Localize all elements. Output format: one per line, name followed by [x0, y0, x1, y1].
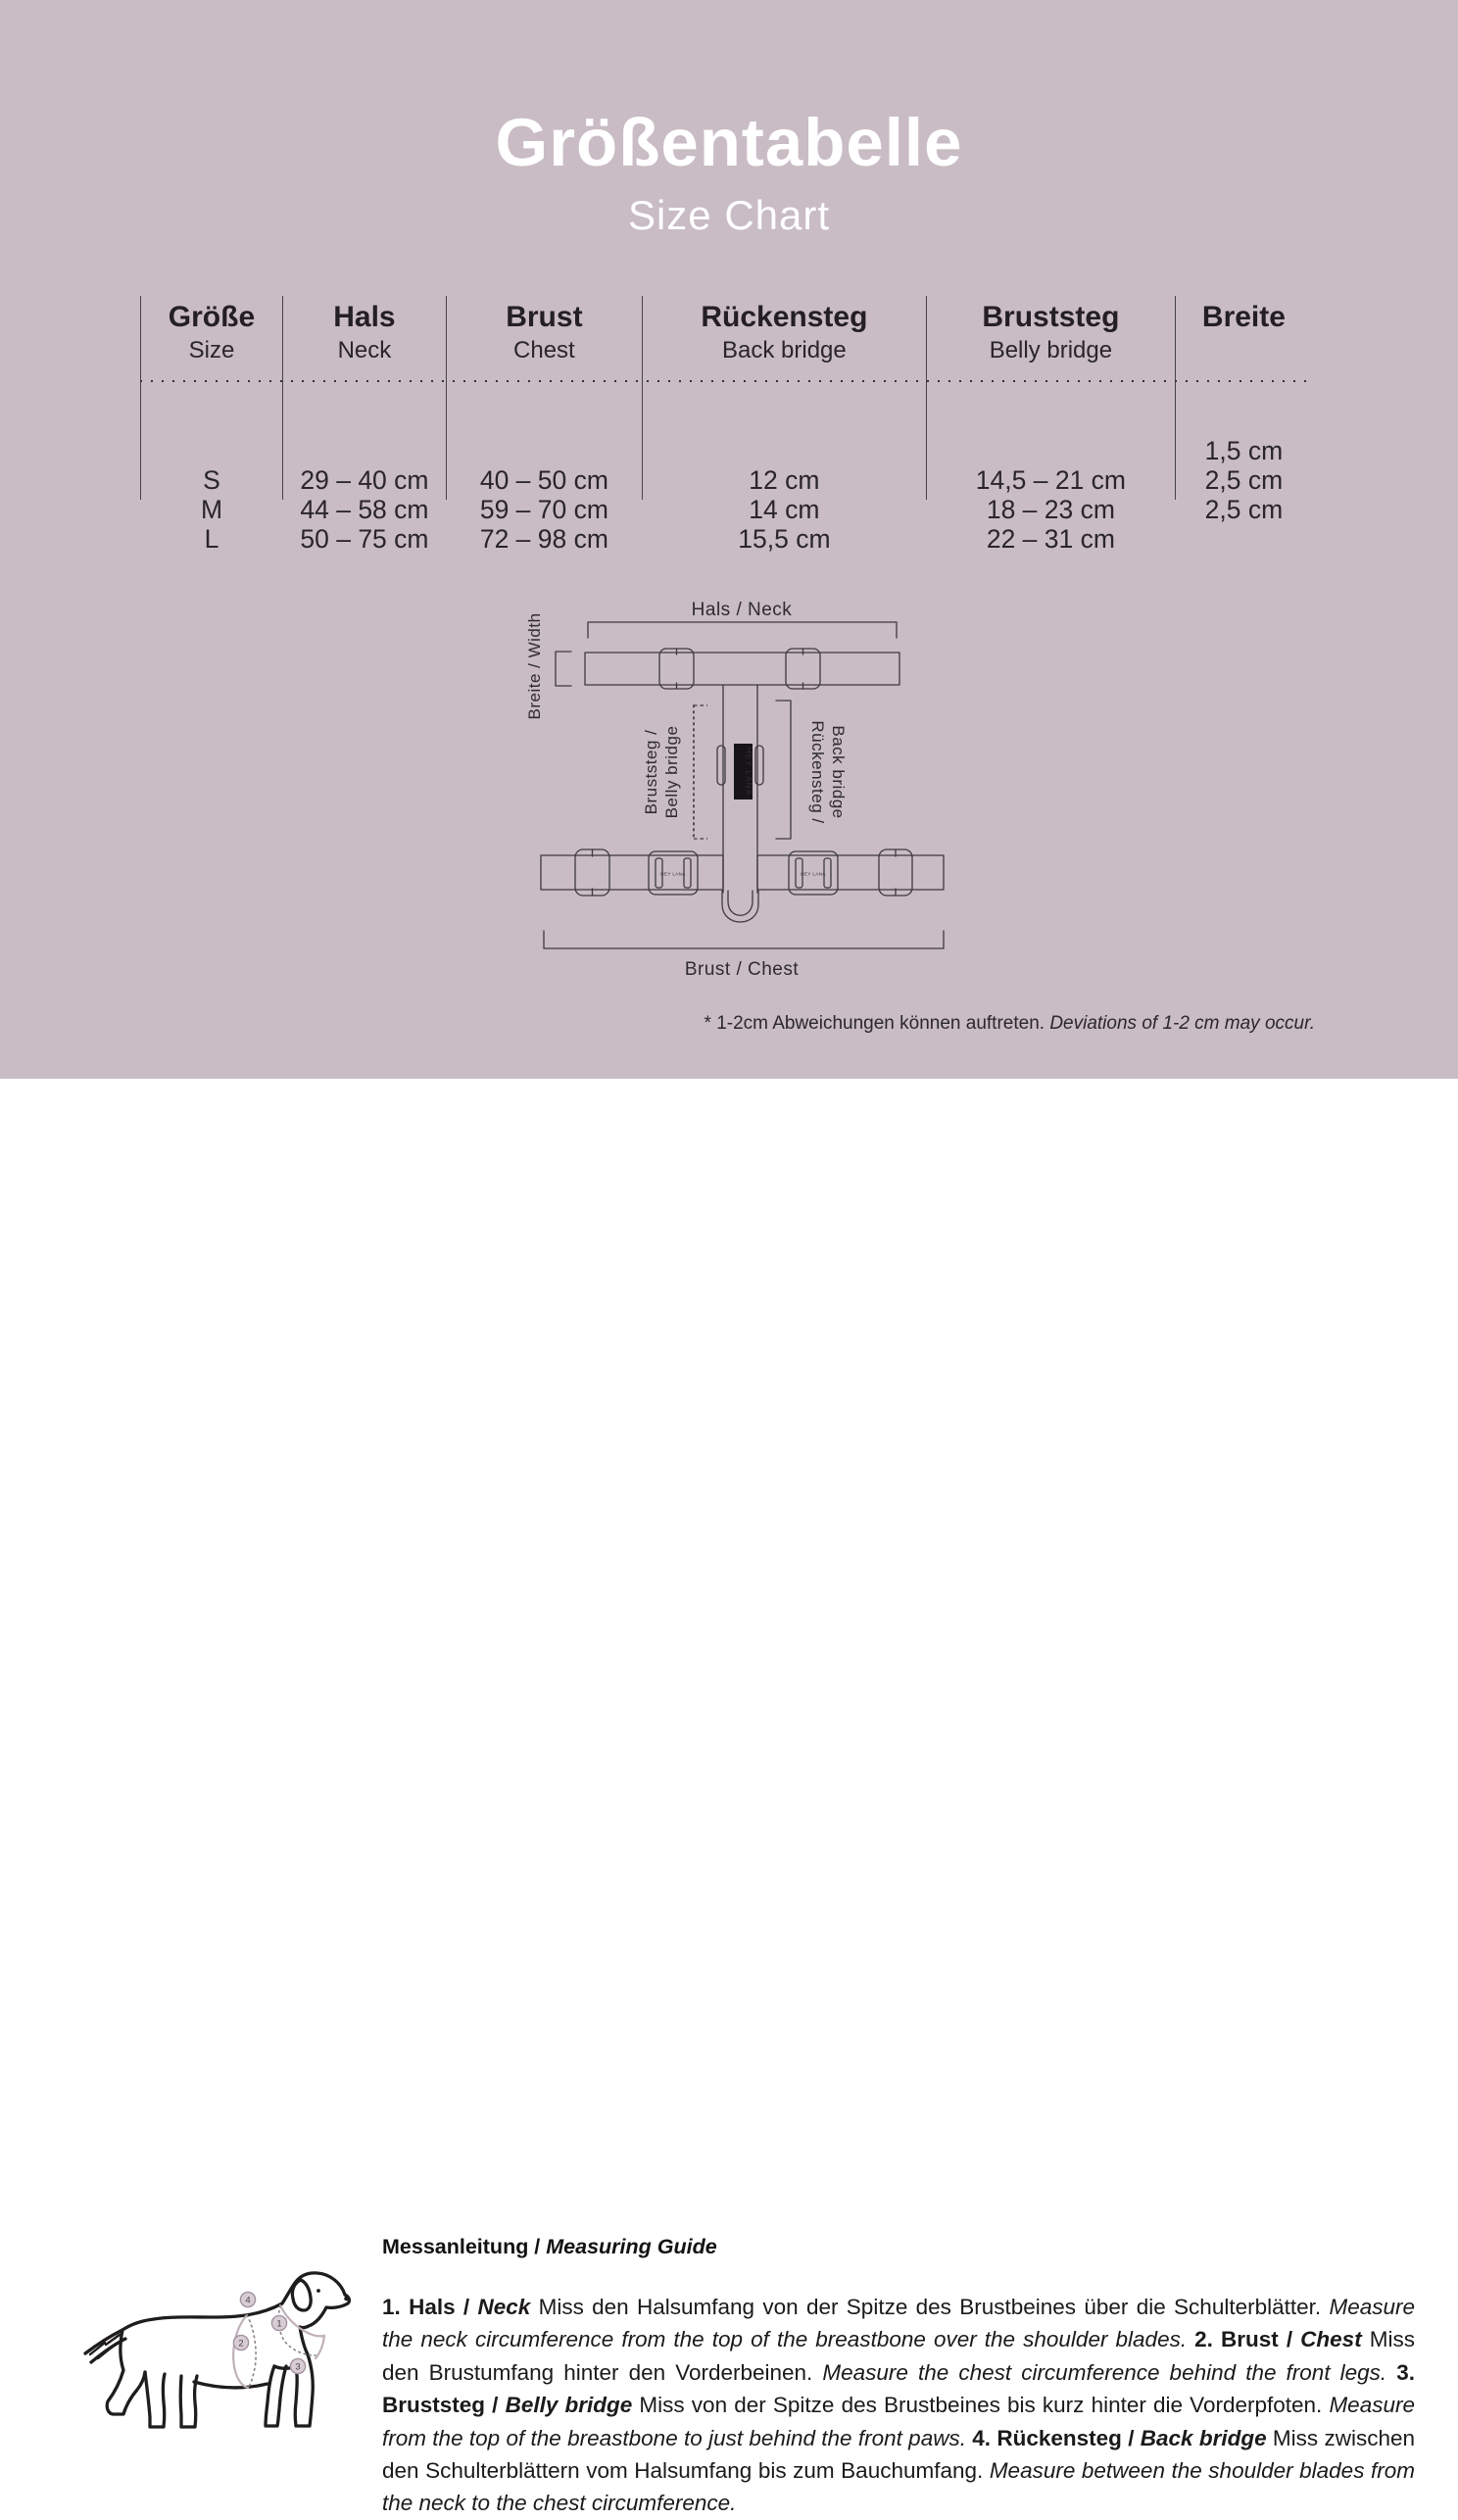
column-header-en: Neck	[337, 337, 392, 363]
dog-measuring-illustration	[78, 2264, 364, 2441]
table-column-brust	[446, 296, 642, 554]
column-header-de: Hals	[333, 301, 396, 333]
size-table	[140, 296, 1312, 554]
table-cell: 2,5 cm	[1204, 495, 1284, 524]
measuring-guide-heading	[382, 2235, 717, 2259]
strap-slider-right	[755, 746, 763, 785]
badge-4-label: 4	[245, 2295, 251, 2306]
footnote-de: * 1-2cm Abweichungen können auftreten.	[704, 1013, 1050, 1034]
column-header-de: Brust	[506, 301, 583, 333]
table-cell: 1,5 cm	[1204, 436, 1284, 465]
column-header-en: Back bridge	[722, 337, 847, 363]
dog-belly	[194, 2382, 267, 2388]
diagram-label-belly-2: Belly bridge	[662, 725, 681, 819]
footnote-en: Deviations of 1-2 cm may occur.	[1049, 1013, 1315, 1034]
dotted-separator	[140, 380, 1312, 382]
dog-eye	[316, 2289, 320, 2293]
dog-front-leg-2	[266, 2366, 286, 2426]
neck-measure-bracket	[588, 622, 897, 638]
table-column-groesse	[140, 296, 282, 554]
badge-1-label: 1	[276, 2318, 282, 2330]
table-cell: 40 – 50 cm	[479, 465, 608, 495]
chest-strap-left	[541, 855, 723, 890]
neck-strap	[585, 653, 899, 685]
column-header-de: Bruststeg	[982, 301, 1120, 333]
clasp-brand-left: HEY LANA	[660, 871, 686, 877]
table-cell: S	[203, 465, 220, 495]
column-values	[1176, 436, 1312, 524]
badge-3-label: 3	[295, 2361, 301, 2373]
diagram-label-neck: Hals / Neck	[691, 600, 793, 620]
table-cell: 44 – 58 cm	[300, 495, 429, 524]
diagram-label-back-1: Rückensteg /	[808, 720, 827, 824]
dog-ear	[292, 2280, 311, 2310]
bottom-section	[0, 1079, 1458, 2516]
table-column-breite	[1175, 296, 1312, 524]
measuring-guide-text: 1. Hals / Neck Miss den Halsumfang von der Spitze des Brustbeines über die Schulterblätter. Measure the neck circumference from the top of the breastbone over the shoulder blades. 2. Brust / Chest Miss den Brustumfang hinter den Vorderbeinen. Measure the chest circumference behind the front legs. 3. Bruststeg / Belly bridge Miss von der Spitze des Brustbeines bis kurz hinter die Vorderpfoten. Measure from the top of the breastbone to just behind the front paws. 4. Rückensteg / Back bridge Miss zwischen den Schulterblättern vom Halsumfang bis zum Bauchumfang. Measure between the shoulder blades from the neck to the chest circumference.	[382, 2295, 1416, 2516]
clasp-brand-right: HEY LANA	[801, 871, 826, 877]
brand-label-text: HEY LANA	[744, 747, 754, 797]
table-column-bruststeg	[926, 296, 1175, 554]
table-cell: 14 cm	[749, 495, 820, 524]
guide-heading-de: Messanleitung /	[382, 2235, 547, 2258]
harness-diagram	[519, 591, 980, 983]
dog-rear	[107, 2330, 145, 2414]
column-header-en: Chest	[513, 337, 575, 363]
dog-hind-leg-1	[145, 2372, 165, 2427]
table-column-rueckensteg	[642, 296, 926, 554]
diagram-label-width: Breite / Width	[525, 612, 544, 720]
column-values	[643, 465, 926, 554]
deviation-footnote	[705, 1013, 1315, 1035]
column-values	[927, 465, 1175, 554]
table-cell: 22 – 31 cm	[986, 524, 1115, 554]
table-cell: 72 – 98 cm	[479, 524, 608, 554]
back-bridge-bracket	[776, 701, 791, 839]
column-header-en: Belly bridge	[989, 337, 1113, 363]
diagram-label-belly-1: Bruststeg /	[642, 729, 660, 815]
dog-hind-leg-2	[180, 2376, 197, 2427]
column-values	[141, 465, 282, 554]
page-subtitle: Size Chart	[627, 192, 831, 238]
table-cell: 18 – 23 cm	[986, 495, 1115, 524]
dog-nose	[344, 2297, 349, 2302]
harness-girth-dotted	[247, 2315, 256, 2388]
badge-2-label: 2	[238, 2338, 244, 2350]
width-measure-bracket	[556, 652, 571, 686]
diagram-label-chest: Brust / Chest	[684, 959, 800, 980]
top-section	[0, 0, 1458, 1079]
table-cell: 12 cm	[749, 465, 820, 495]
column-values	[283, 465, 446, 554]
column-header-de: Breite	[1201, 301, 1286, 333]
strap-slider-left	[717, 746, 725, 785]
table-cell: 2,5 cm	[1204, 465, 1284, 495]
table-cell: 50 – 75 cm	[300, 524, 429, 554]
diagram-label-back-2: Back bridge	[829, 725, 848, 819]
page-title: Größentabelle	[495, 105, 963, 180]
column-header-en: Size	[188, 337, 235, 363]
guide-heading-en: Measuring Guide	[546, 2235, 717, 2258]
column-header-de: Rückensteg	[701, 301, 868, 333]
table-cell: 29 – 40 cm	[300, 465, 429, 495]
table-cell: 59 – 70 cm	[479, 495, 608, 524]
table-cell: L	[204, 524, 219, 554]
chest-measure-bracket	[544, 931, 944, 948]
table-column-hals	[282, 296, 446, 554]
table-cell: 14,5 – 21 cm	[975, 465, 1126, 495]
chest-strap-right	[757, 855, 944, 890]
table-cell: M	[200, 495, 223, 524]
column-values	[447, 465, 642, 554]
harness-girth-line	[233, 2315, 248, 2388]
table-cell: 15,5 cm	[738, 524, 831, 554]
column-header-de: Größe	[168, 301, 256, 333]
